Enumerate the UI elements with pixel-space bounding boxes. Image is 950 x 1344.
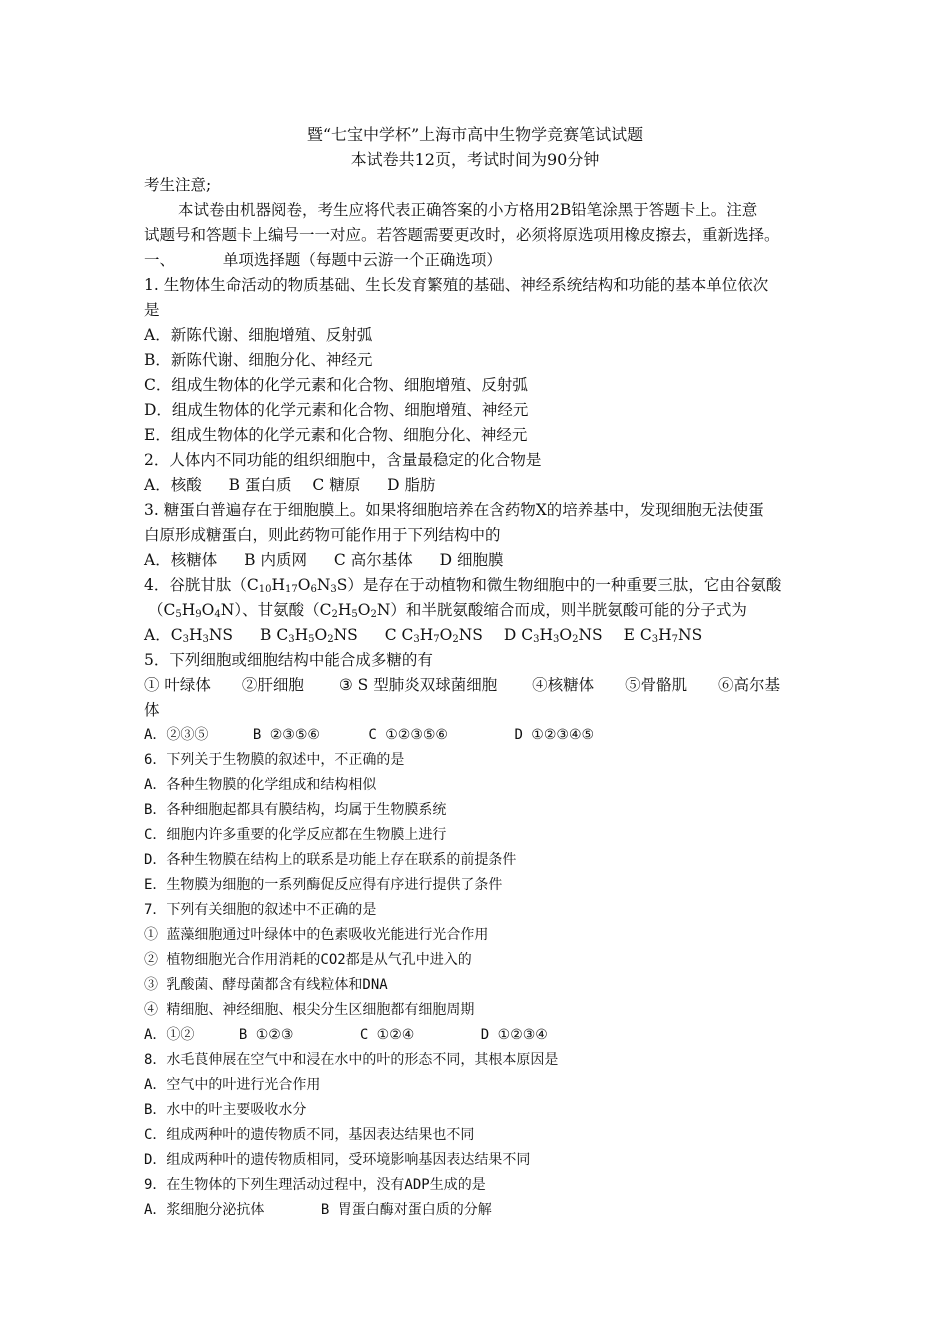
formula-glutamate: （$C_5H_9O_4N$ [148,601,235,620]
q9-options [144,1198,492,1222]
q6-option-d: D．各种生物膜在结构上的联系是功能上存在联系的前提条件 [144,852,517,868]
q2-option-d: D 脂肪 [387,476,436,494]
q5-stem: 5．下列细胞或细胞结构中能合成多糖的有 [144,651,433,669]
section-heading [144,248,502,272]
q7-stem: 7．下列有关细胞的叙述中不正确的是 [144,902,377,918]
notice-body-line-2: 试题号和答题卡上编号一一对应。若答题需要更改时，必须将原选项用橡皮擦去，重新选择。 [144,226,780,244]
q4-stem-line-2: $(C_5H_9O_4N)$、甘氨酸$(C_2H_5O_2N)$和半胱氨酸缩合而成，则半胱氨酸可能的分子式为 [148,601,747,620]
q5-option-c: C ①②③⑤⑥ [368,727,448,743]
notice-heading: 考生注意; [144,176,212,194]
q7-statement-4: ④ 精细胞、神经细胞、根尖分生区细胞都有细胞周期 [144,1002,475,1018]
q6-stem: 6．下列关于生物膜的叙述中，不正确的是 [144,752,405,768]
q1-stem-line-1: 1. 生物体生命活动的物质基础、生长发育繁殖的基础、神经系统结构和功能的基本单位依次 [144,276,769,294]
exam-subtitle: 本试卷共12页，考试时间为90分钟 [350,150,600,169]
q4-option-b: B $C_3H_5O_2NS$ [259,626,358,645]
q6-option-a: A．各种生物膜的化学组成和结构相似 [144,777,377,793]
q8-option-b: B．水中的叶主要吸收水分 [144,1102,307,1118]
q4-option-c: C $C_3H_7O_2NS$ [384,626,483,645]
q5-items [144,673,780,697]
q8-option-d: D．组成两种叶的遗传物质相同，受环境影响基因表达结果不同 [144,1152,531,1168]
q5-option-a: A．②③⑤ [144,727,209,743]
q5-item-2: ②肝细胞 [241,676,304,694]
q5-item-5: ⑤骨骼肌 [625,676,688,694]
formula-glycine: $C_2H_5O_2N$ [319,601,391,620]
q7-statement-2: ② 植物细胞光合作用消耗的CO2都是从气孔中进入的 [144,952,472,968]
q8-stem: 8．水毛茛伸展在空气中和浸在水中的叶的形态不同，其根本原因是 [144,1052,559,1068]
q2-options [144,473,436,497]
q7-option-a: A．①② [144,1027,195,1043]
q2-stem: 2．人体内不同功能的组织细胞中，含量最稳定的化合物是 [144,451,542,469]
q4-option-d: D $C_3H_3O_2NS$ [503,626,603,645]
q7-statement-3: ③ 乳酸菌、酵母菌都含有线粒体和DNA [144,977,388,993]
q7-statement-1: ① 蓝藻细胞通过叶绿体中的色素吸收光能进行光合作用 [144,927,489,943]
q1-option-d: D．组成生物体的化学元素和化合物、细胞增殖、神经元 [144,401,529,419]
q7-option-c: C ①②④ [359,1027,415,1043]
q6-option-b: B．各种细胞起都具有膜结构，均属于生物膜系统 [144,802,447,818]
q7-option-d: D ①②③④ [480,1027,548,1043]
q3-option-c: C 高尔基体 [333,551,413,569]
q4-option-e: E $C_3H_7NS$ [623,626,703,645]
q9-option-b: B 胃蛋白酶对蛋白质的分解 [320,1202,492,1218]
q6-option-c: C．细胞内许多重要的化学反应都在生物膜上进行 [144,827,447,843]
q3-option-b: B 内质网 [244,551,307,569]
q3-option-d: D 细胞膜 [439,551,504,569]
q1-option-b: B．新陈代谢、细胞分化、神经元 [144,351,373,369]
q3-stem-line-1: 3. 糖蛋白普遍存在于细胞膜上。如果将细胞培养在含药物X的培养基中，发现细胞无法使蛋 [144,501,764,519]
q5-option-d: D ①②③④⑤ [514,727,595,743]
q9-stem: 9．在生物体的下列生理活动过程中，没有ADP生成的是 [144,1177,486,1193]
q7-options [144,1023,548,1047]
q4-option-a: A．$C_3H_3NS$ [144,626,234,645]
q1-option-e: E．组成生物体的化学元素和化合物、细胞分化、神经元 [144,426,528,444]
formula-glutathione: $C_{10}H_{17}O_6N_3S$ [246,576,348,595]
q2-option-a: A．核酸 [144,476,202,494]
q7-option-b: B ①②③ [238,1027,294,1043]
q5-option-b: B ②③⑤⑥ [252,727,320,743]
q6-option-e: E．生物膜为细胞的一系列酶促反应得有序进行提供了条件 [144,877,503,893]
notice-body-line-1: 本试卷由机器阅卷，考生应将代表正确答案的小方格用2B铅笔涂黑于答题卡上。注意 [178,201,758,219]
q4-stem-line-1: 4．谷胱甘肽$(C_{10}H_{17}O_6N_3S)$是存在于动植物和微生物细胞中的一种重要三肽，它由谷氨酸 [144,576,782,595]
q5-item-6: ⑥高尔基 [718,676,781,694]
q9-option-a: A．浆细胞分泌抗体 [144,1202,265,1218]
q5-item-6-cont: 体 [144,701,160,719]
q1-stem-line-2: 是 [144,301,160,319]
section-title: 单项选择题（每题中云游一个正确选项） [222,251,502,269]
q3-option-a: A．核糖体 [144,551,218,569]
q4-options [144,623,702,647]
q3-options [144,548,504,572]
q1-option-a: A．新陈代谢、细胞增殖、反射弧 [144,326,373,344]
q3-stem-line-2: 白原形成糖蛋白，则此药物可能作用于下列结构中的 [144,526,501,544]
q8-option-a: A．空气中的叶进行光合作用 [144,1077,321,1093]
q5-item-1: ① 叶绿体 [144,676,211,694]
exam-title: 暨“七宝中学杯”上海市高中生物学竞赛笔试试题 [306,125,644,144]
q5-item-4: ④核糖体 [532,676,595,694]
section-number: 一、 [144,251,176,269]
q5-options [144,723,594,747]
q2-option-b: B 蛋白质 [228,476,292,494]
q8-option-c: C．组成两种叶的遗传物质不同，基因表达结果也不同 [144,1127,475,1143]
q1-option-c: C．组成生物体的化学元素和化合物、细胞增殖、反射弧 [144,376,528,394]
q5-item-3: ③ S 型肺炎双球菌细胞 [338,676,498,694]
q2-option-c: C 糖原 [312,476,361,494]
